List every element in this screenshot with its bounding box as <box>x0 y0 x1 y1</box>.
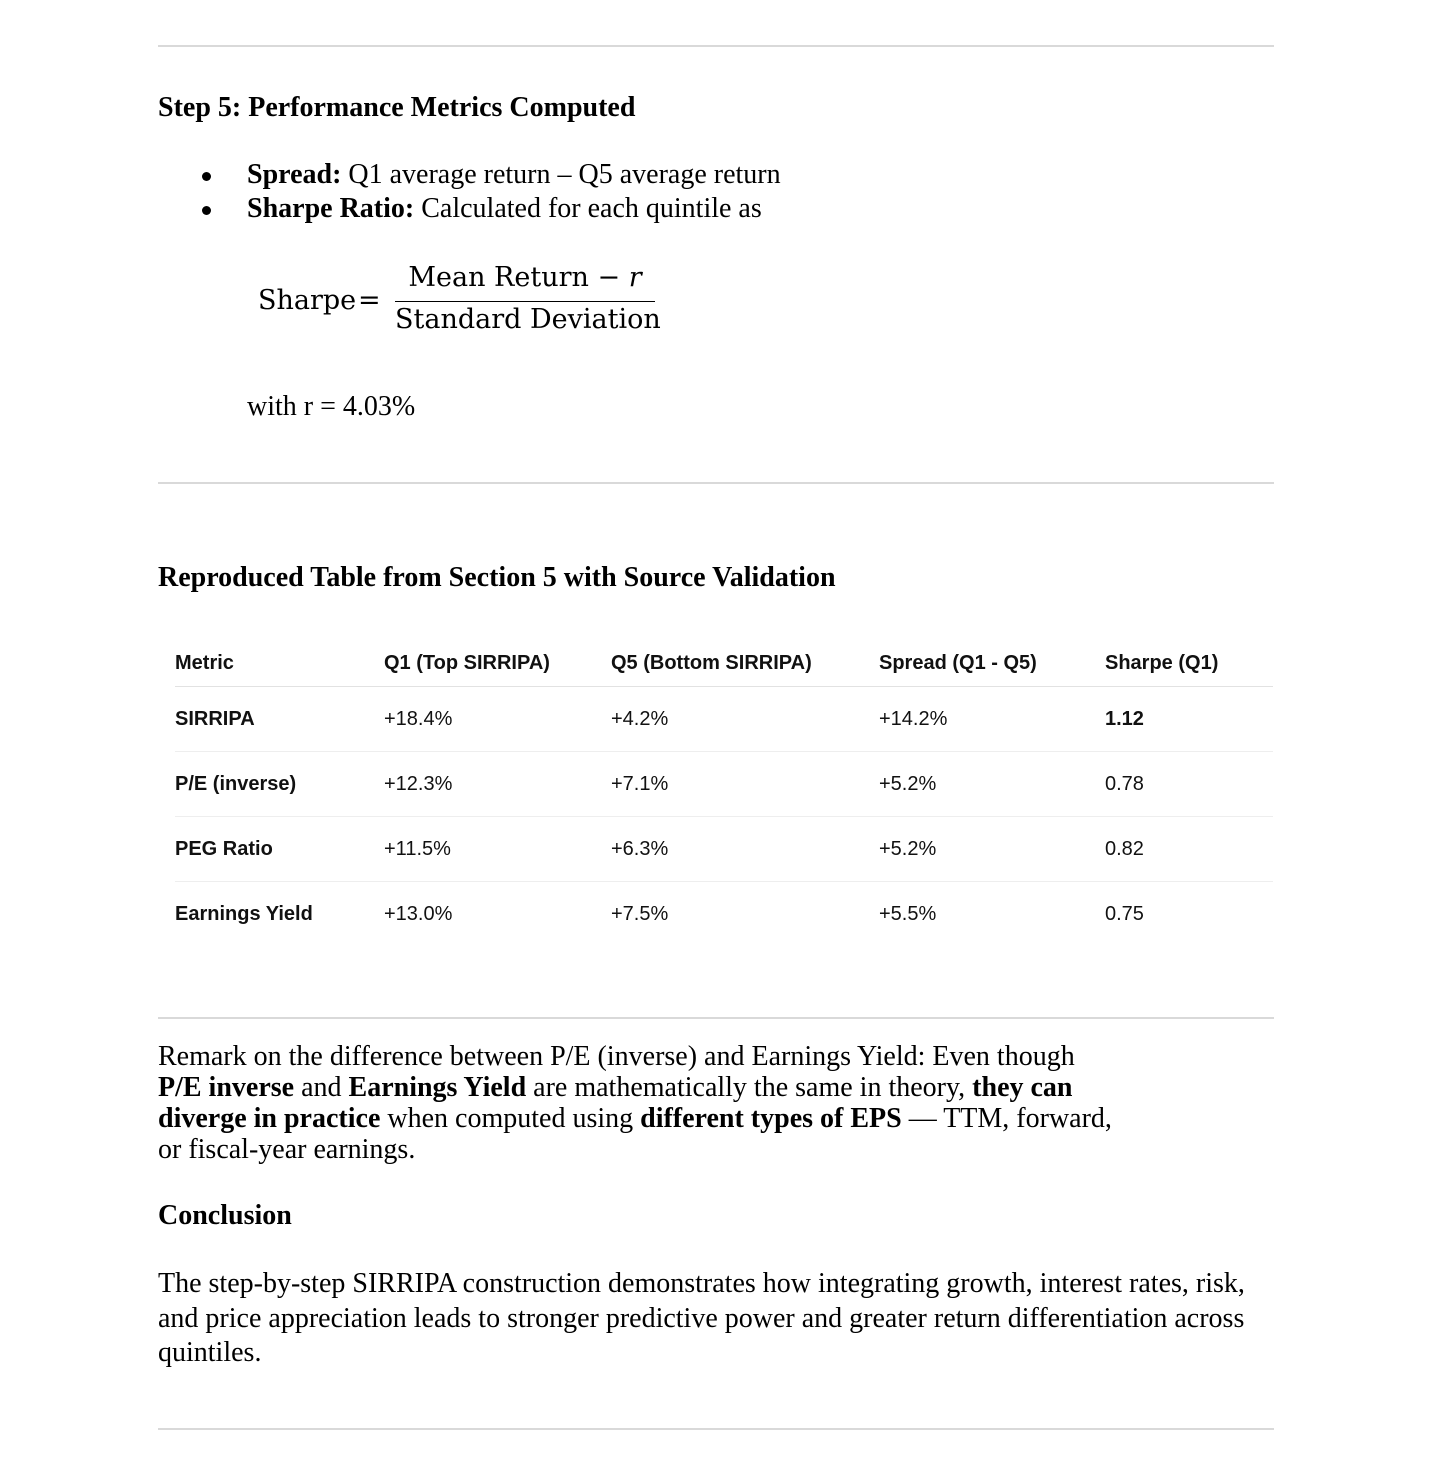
q1-cell: +12.3% <box>384 752 611 817</box>
bullet-text: Q1 average return – Q5 average return <box>348 159 781 190</box>
formula-denominator: Standard Deviation <box>395 304 661 335</box>
formula-equals: = <box>358 285 381 316</box>
table-row <box>175 882 1273 947</box>
metric-cell: SIRRIPA <box>175 687 384 752</box>
metrics-table <box>175 640 1273 946</box>
column-header: Metric <box>175 640 384 687</box>
metric-cell: P/E (inverse) <box>175 752 384 817</box>
conclusion-heading: Conclusion <box>158 1200 292 1231</box>
spread-cell: +14.2% <box>879 687 1105 752</box>
sharpe-cell: 0.82 <box>1105 817 1273 882</box>
q5-cell: +7.5% <box>611 902 669 925</box>
remark-emphasis: Earnings Yield <box>348 1072 527 1103</box>
fraction-bar <box>395 301 655 302</box>
q5-cell: +6.3% <box>611 817 879 882</box>
formula-lhs: Sharpe <box>258 285 357 316</box>
remark-emphasis: different types of EPS <box>640 1103 902 1134</box>
bullet-icon <box>202 206 211 215</box>
remark-emphasis: they can diverge in practice <box>158 1072 1073 1134</box>
table-row <box>175 817 1273 882</box>
table-heading: Reproduced Table from Section 5 with Source Validation <box>158 562 836 593</box>
formula-numerator <box>395 262 655 293</box>
q1-cell: +13.0% <box>384 902 453 925</box>
metric-cell: PEG Ratio <box>175 817 384 882</box>
table-row <box>175 687 1273 752</box>
column-header: Sharpe (Q1) <box>1105 640 1273 687</box>
spread-cell: +5.2% <box>879 817 1105 882</box>
list-item <box>158 192 781 226</box>
sharpe-cell: 0.78 <box>1105 752 1273 817</box>
formula-numerator-text: Mean Return − <box>408 262 621 293</box>
bullet-label: Sharpe Ratio: <box>247 193 415 224</box>
spread-cell: +5.2% <box>879 752 1105 817</box>
remark-text: are mathematically the same in theory, <box>526 1072 973 1103</box>
remark-text: Remark on the difference between P/E (inverse) and Earnings Yield: Even though <box>158 1041 1075 1072</box>
q1-cell: +18.4% <box>384 687 611 752</box>
table-row <box>175 752 1273 817</box>
column-header: Q5 (Bottom SIRRIPA) <box>611 640 879 687</box>
remark-paragraph <box>158 1041 1118 1165</box>
column-header: Spread (Q1 - Q5) <box>879 640 1105 687</box>
sharpe-cell: 1.12 <box>1105 687 1273 752</box>
table-header-row <box>175 640 1273 687</box>
conclusion-paragraph: The step-by-step SIRRIPA construction demonstrates how integrating growth, interest rates, risk, and price appreciation leads to stronger predictive power and greater return differentiation across quintiles. <box>158 1268 1245 1368</box>
bullet-icon <box>202 172 211 181</box>
metrics-bullet-list <box>158 158 781 226</box>
bullet-text: Calculated for each quintile as <box>421 193 762 224</box>
section-divider <box>158 482 1274 484</box>
spread-cell: +5.5% <box>879 902 937 925</box>
bottom-divider <box>158 1428 1274 1430</box>
step5-heading: Step 5: Performance Metrics Computed <box>158 92 636 123</box>
remark-text: when computed using <box>380 1103 641 1134</box>
top-divider <box>158 45 1274 47</box>
q5-cell: +4.2% <box>611 687 879 752</box>
bullet-label: Spread: <box>247 159 342 190</box>
remark-emphasis: P/E inverse <box>158 1072 295 1103</box>
q5-cell: +7.1% <box>611 752 879 817</box>
list-item <box>158 158 781 192</box>
remark-text: and <box>294 1072 349 1103</box>
remark-text: — TTM, forward, or fiscal-year earnings. <box>158 1103 1112 1165</box>
risk-free-note: with r = 4.03% <box>247 391 416 422</box>
section-divider <box>158 1017 1274 1019</box>
sharpe-cell: 0.75 <box>1105 902 1144 925</box>
metric-cell: Earnings Yield <box>175 902 313 925</box>
q1-cell: +11.5% <box>384 817 611 882</box>
column-header: Q1 (Top SIRRIPA) <box>384 640 611 687</box>
formula-numerator-var: r <box>628 262 642 293</box>
